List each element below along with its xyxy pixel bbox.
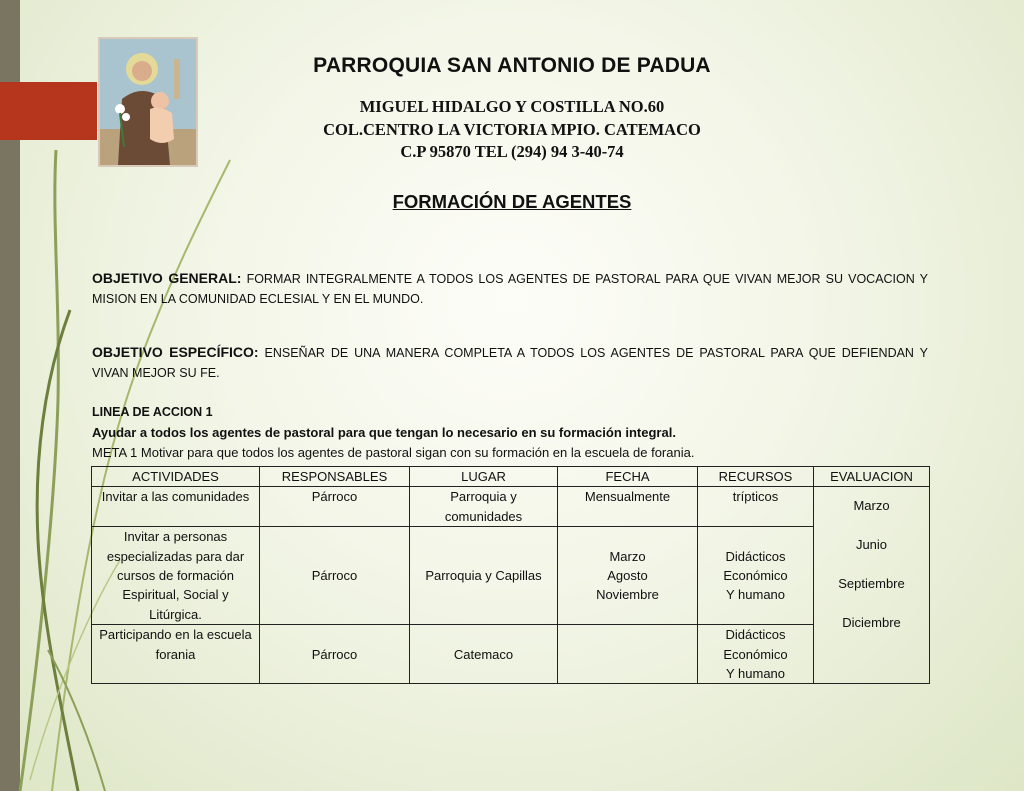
column-header: RESPONSABLES: [260, 467, 410, 487]
fecha-item: Mensualmente: [584, 489, 671, 505]
recurso-item: Y humano: [725, 587, 786, 603]
responsable-cell: Párroco: [260, 487, 410, 527]
recursos-cell: [698, 527, 814, 625]
red-accent-tab: [0, 82, 97, 140]
recursos-cell: [698, 487, 814, 527]
recurso-item: Económico: [723, 646, 788, 662]
table-row: [92, 527, 930, 625]
recursos-cell: [698, 625, 814, 684]
recurso-item: Económico: [723, 568, 788, 584]
objetivo-general-label: OBJETIVO GENERAL:: [92, 270, 242, 286]
objetivo-general: [92, 268, 928, 309]
evaluacion-item: Marzo: [853, 498, 890, 514]
column-header: LUGAR: [410, 467, 558, 487]
recurso-item: trípticos: [732, 489, 779, 505]
saint-anthony-icon: [100, 39, 196, 165]
actividad-cell: Invitar a las comunidades: [92, 487, 260, 527]
column-header: ACTIVIDADES: [92, 467, 260, 487]
fecha-cell: [558, 527, 698, 625]
fecha-item: Marzo: [609, 548, 646, 564]
evaluacion-cell: [814, 487, 930, 684]
stem-curve: [37, 310, 78, 791]
recurso-item: Didácticos: [725, 627, 786, 643]
table-header-row: [92, 467, 930, 487]
column-header: RECURSOS: [698, 467, 814, 487]
responsable-cell: Párroco: [260, 527, 410, 625]
responsable-cell: Párroco: [260, 625, 410, 684]
address-line-1: MIGUEL HIDALGO Y COSTILLA NO.60: [359, 97, 665, 116]
lugar-cell: Parroquia y comunidades: [410, 487, 558, 527]
lugar-cell: Catemaco: [410, 625, 558, 684]
evaluacion-item: Septiembre: [838, 576, 905, 591]
recurso-item: Y humano: [725, 666, 786, 682]
linea-accion-title: LINEA DE ACCION 1: [92, 405, 213, 419]
objetivo-general-text: FORMAR INTEGRALMENTE A TODOS LOS AGENTES DE PASTORAL PARA QUE VIVAN MEJOR SU VOCACION Y MISION EN LA COMUNIDAD ECLESIAL Y EN EL MUNDO.: [92, 272, 929, 306]
objetivo-especifico: [92, 342, 928, 383]
linea-accion-description: Ayudar a todos los agentes de pastoral para que tengan lo necesario en su formación integral.: [92, 425, 676, 440]
column-header: FECHA: [558, 467, 698, 487]
fecha-item: Agosto: [607, 568, 648, 584]
fecha-cell: [558, 625, 698, 684]
objetivo-especifico-label: OBJETIVO ESPECÍFICO:: [92, 344, 259, 360]
actividad-cell: Participando en la escuela forania: [92, 625, 260, 684]
objetivo-especifico-text: ENSEÑAR DE UNA MANERA COMPLETA A TODOS LOS AGENTES DE PASTORAL PARA QUE DEFIENDAN Y VIVAN MEJOR SU FE.: [92, 346, 928, 380]
address-line-3: C.P 95870 TEL (294) 94 3-40-74: [400, 142, 624, 161]
address-line-2: COL.CENTRO LA VICTORIA MPIO. CATEMACO: [323, 120, 701, 139]
actividad-cell: Invitar a personas especializadas para dar cursos de formación Espiritual, Social y Litúrgica.: [92, 527, 260, 625]
section-title: FORMACIÓN DE AGENTES: [392, 191, 632, 212]
table-row: [92, 625, 930, 684]
lugar-cell: Parroquia y Capillas: [410, 527, 558, 625]
evaluacion-item: Junio: [855, 537, 888, 553]
parish-title: PARROQUIA SAN ANTONIO DE PADUA: [313, 54, 711, 77]
saint-anthony-image: [98, 37, 198, 167]
table-row: [92, 487, 930, 527]
column-header: EVALUACION: [814, 467, 930, 487]
evaluacion-item: Diciembre: [842, 614, 901, 630]
stem-curve: [20, 150, 58, 791]
activities-table: [91, 466, 930, 684]
fecha-cell: [558, 487, 698, 527]
recurso-item: Didácticos: [725, 548, 786, 564]
meta-text: META 1 Motivar para que todos los agentes de pastoral sigan con su formación en la escuela de forania.: [92, 445, 695, 460]
fecha-item: Noviembre: [596, 587, 659, 603]
